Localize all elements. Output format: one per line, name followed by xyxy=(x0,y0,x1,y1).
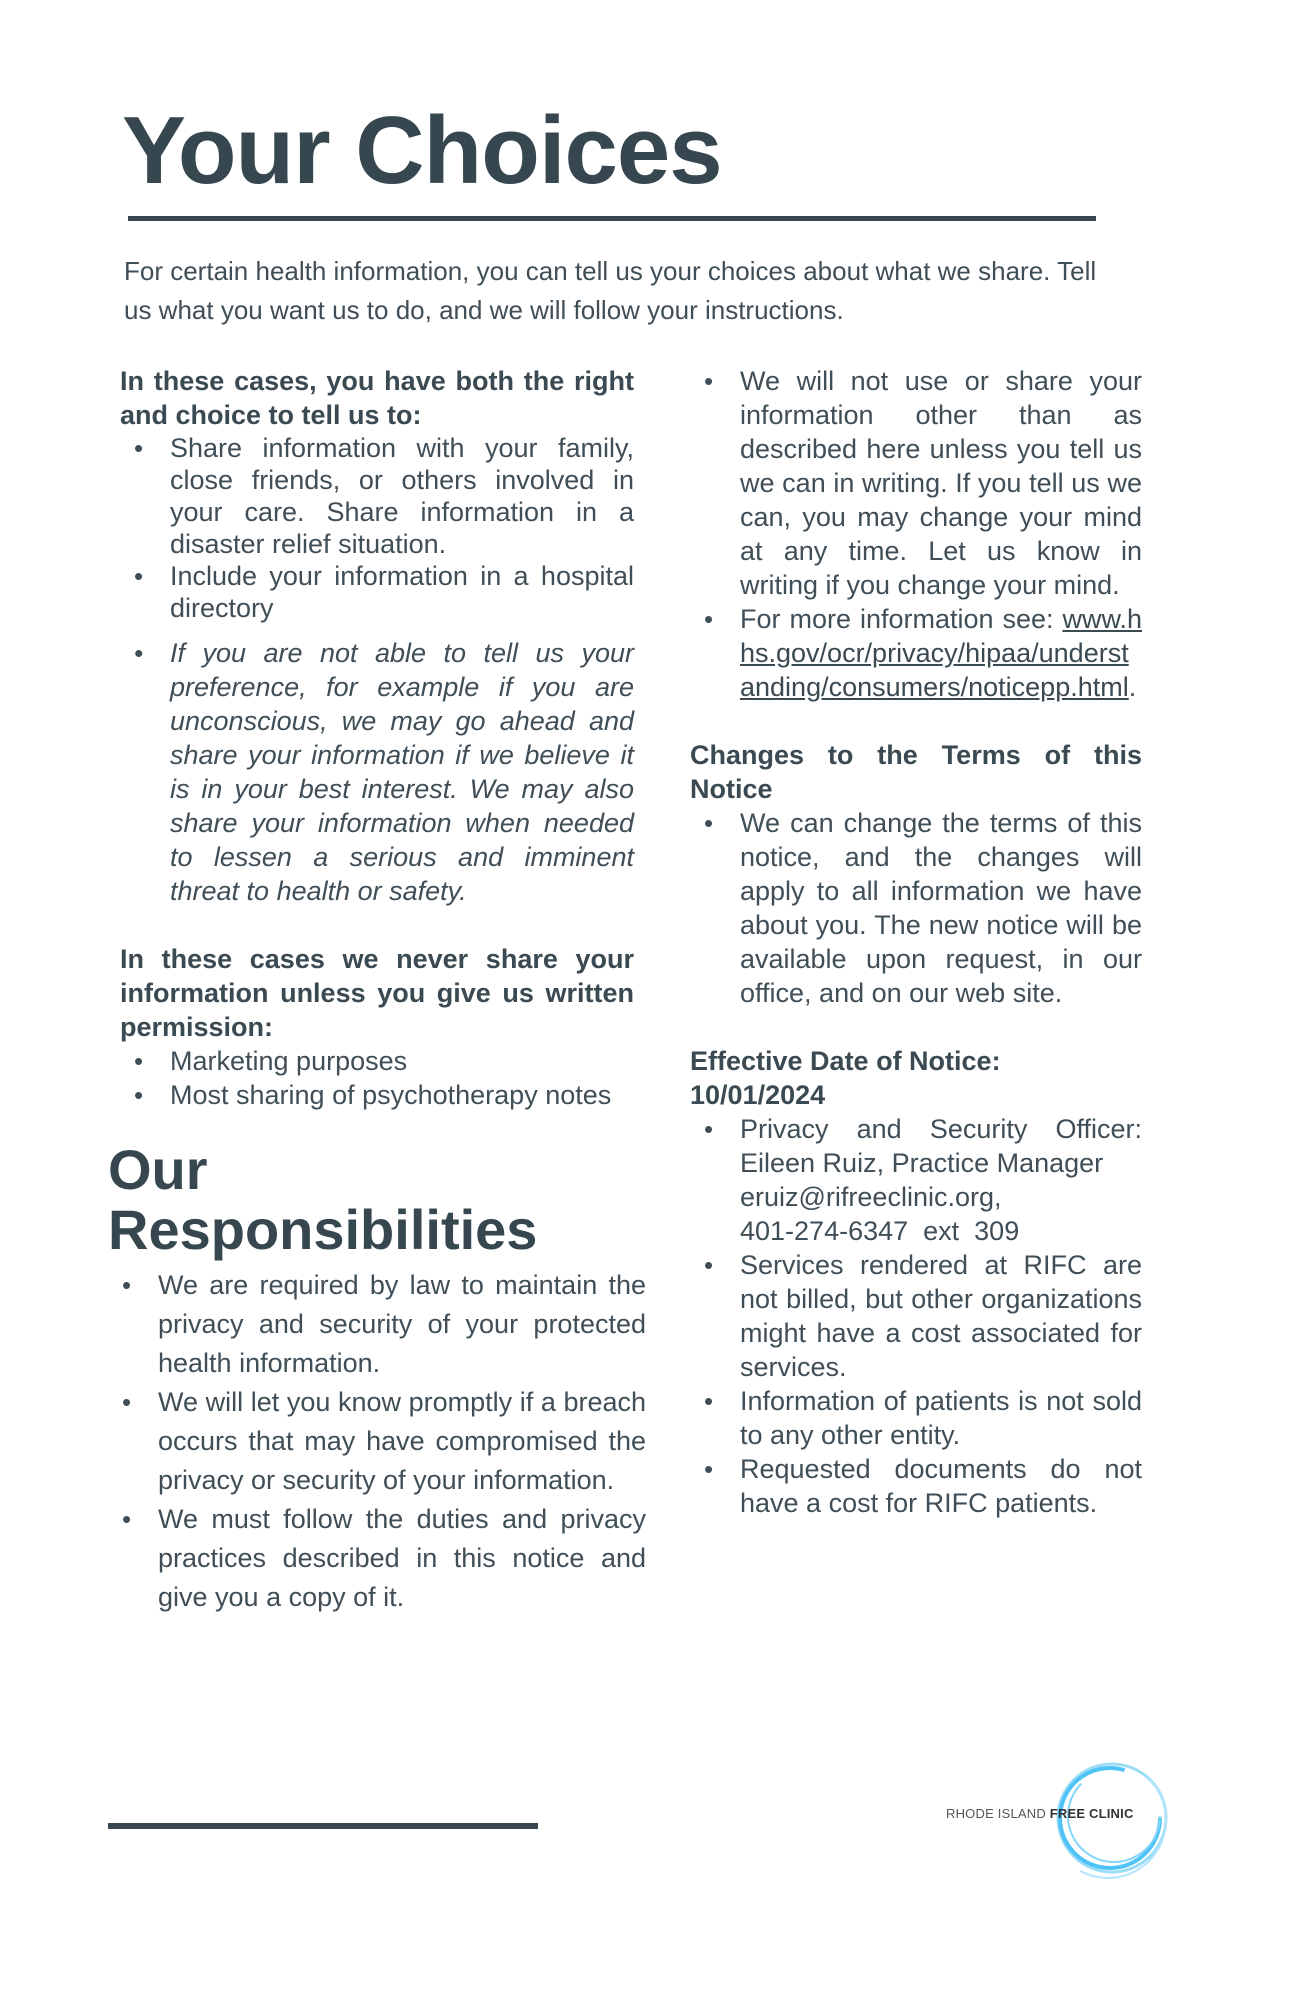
effective-heading xyxy=(690,1044,1142,1112)
list-item: • We will not use or share your information other than as described here unless you tell us we can in writing. If you tell us we can, you may change your mind at any time. Let us know in writing if you change your mind. xyxy=(690,364,1142,602)
effective-heading-label: Effective Date of Notice: xyxy=(690,1046,1001,1076)
title-divider xyxy=(128,216,1096,221)
responsibilities-heading-line2: Responsibilities xyxy=(108,1198,538,1261)
list-item: • Services rendered at RIFC are not billed, but other organizations might have a cost associated for services. xyxy=(690,1248,1142,1384)
list-item: • Information of patients is not sold to any other entity. xyxy=(690,1384,1142,1452)
list-item: • Most sharing of psychotherapy notes xyxy=(120,1078,634,1112)
never-share-list xyxy=(120,1044,634,1112)
list-item: • Requested documents do not have a cost for RIFC patients. xyxy=(690,1452,1142,1520)
officer-line: Privacy and Security Officer: Eileen Ruiz, Practice Manager xyxy=(740,1114,1142,1178)
list-item: • Share information with your family, close friends, or others involved in your care. Share information in a disaster relief situation. xyxy=(120,432,634,560)
officer-email: eruiz@rifreeclinic.org, xyxy=(740,1182,1002,1212)
changes-heading: Changes to the Terms of this Notice xyxy=(690,740,1142,804)
changes-list xyxy=(690,806,1142,1010)
intro-paragraph: For certain health information, you can tell us your choices about what we share. Tell us what you want us to do, and we will follow your instructions. xyxy=(124,256,1097,325)
responsibilities-section xyxy=(108,1140,646,1617)
logo-wordmark xyxy=(946,1806,1134,1821)
more-info-suffix: . xyxy=(1128,672,1137,702)
logo-text-bold: FREE CLINIC xyxy=(1049,1806,1134,1821)
clinic-logo xyxy=(946,1748,1186,1888)
responsibilities-list xyxy=(108,1266,646,1617)
responsibilities-heading xyxy=(108,1140,646,1260)
list-item: • If you are not able to tell us your preference, for example if you are unconscious, we may go ahead and share your information if we believe it is in your best interest. We may also share your information when needed to lessen a serious and imminent threat to health or safety. xyxy=(120,636,634,908)
hhs-link[interactable]: www.hhs.gov/ocr/privacy/hipaa/understanding/consumers/noticepp.html xyxy=(740,604,1142,702)
footer-divider xyxy=(108,1823,538,1829)
effective-date: 10/01/2024 xyxy=(690,1080,826,1110)
never-share-heading: In these cases we never share your information unless you give us written permission: xyxy=(120,944,634,1042)
list-item: • We must follow the duties and privacy practices described in this notice and give you a copy of it. xyxy=(108,1500,646,1617)
list-item: • Include your information in a hospital directory xyxy=(120,560,634,624)
responsibilities-heading-line1: Our xyxy=(108,1138,208,1201)
list-item: • Marketing purposes xyxy=(120,1044,634,1078)
right-column xyxy=(690,364,1142,1520)
page-title: Your Choices xyxy=(122,97,722,204)
list-item: • We will let you know promptly if a breach occurs that may have compromised the privacy or security of your information. xyxy=(108,1383,646,1500)
never-share-section xyxy=(120,942,634,1112)
list-item xyxy=(690,602,1142,704)
officer-phone: 401-274-6347 ext 309 xyxy=(740,1216,1020,1246)
more-info-label: For more information see: xyxy=(740,604,1063,634)
choices-section xyxy=(120,364,634,908)
effective-section xyxy=(690,1044,1142,1520)
choices-heading: In these cases, you have both the right and choice to tell us to: xyxy=(120,366,634,430)
effective-list xyxy=(690,1112,1142,1520)
choices-list xyxy=(120,432,634,908)
right-top-list xyxy=(690,364,1142,704)
list-item xyxy=(690,1112,1142,1248)
changes-section xyxy=(690,738,1142,1010)
left-column xyxy=(108,364,646,1617)
list-item: • We are required by law to maintain the privacy and security of your protected health information. xyxy=(108,1266,646,1383)
logo-text-regular: RHODE ISLAND xyxy=(946,1806,1050,1821)
list-item: • We can change the terms of this notice, and the changes will apply to all information we have about you. The new notice will be available upon request, in our office, and on our web site. xyxy=(690,806,1142,1010)
